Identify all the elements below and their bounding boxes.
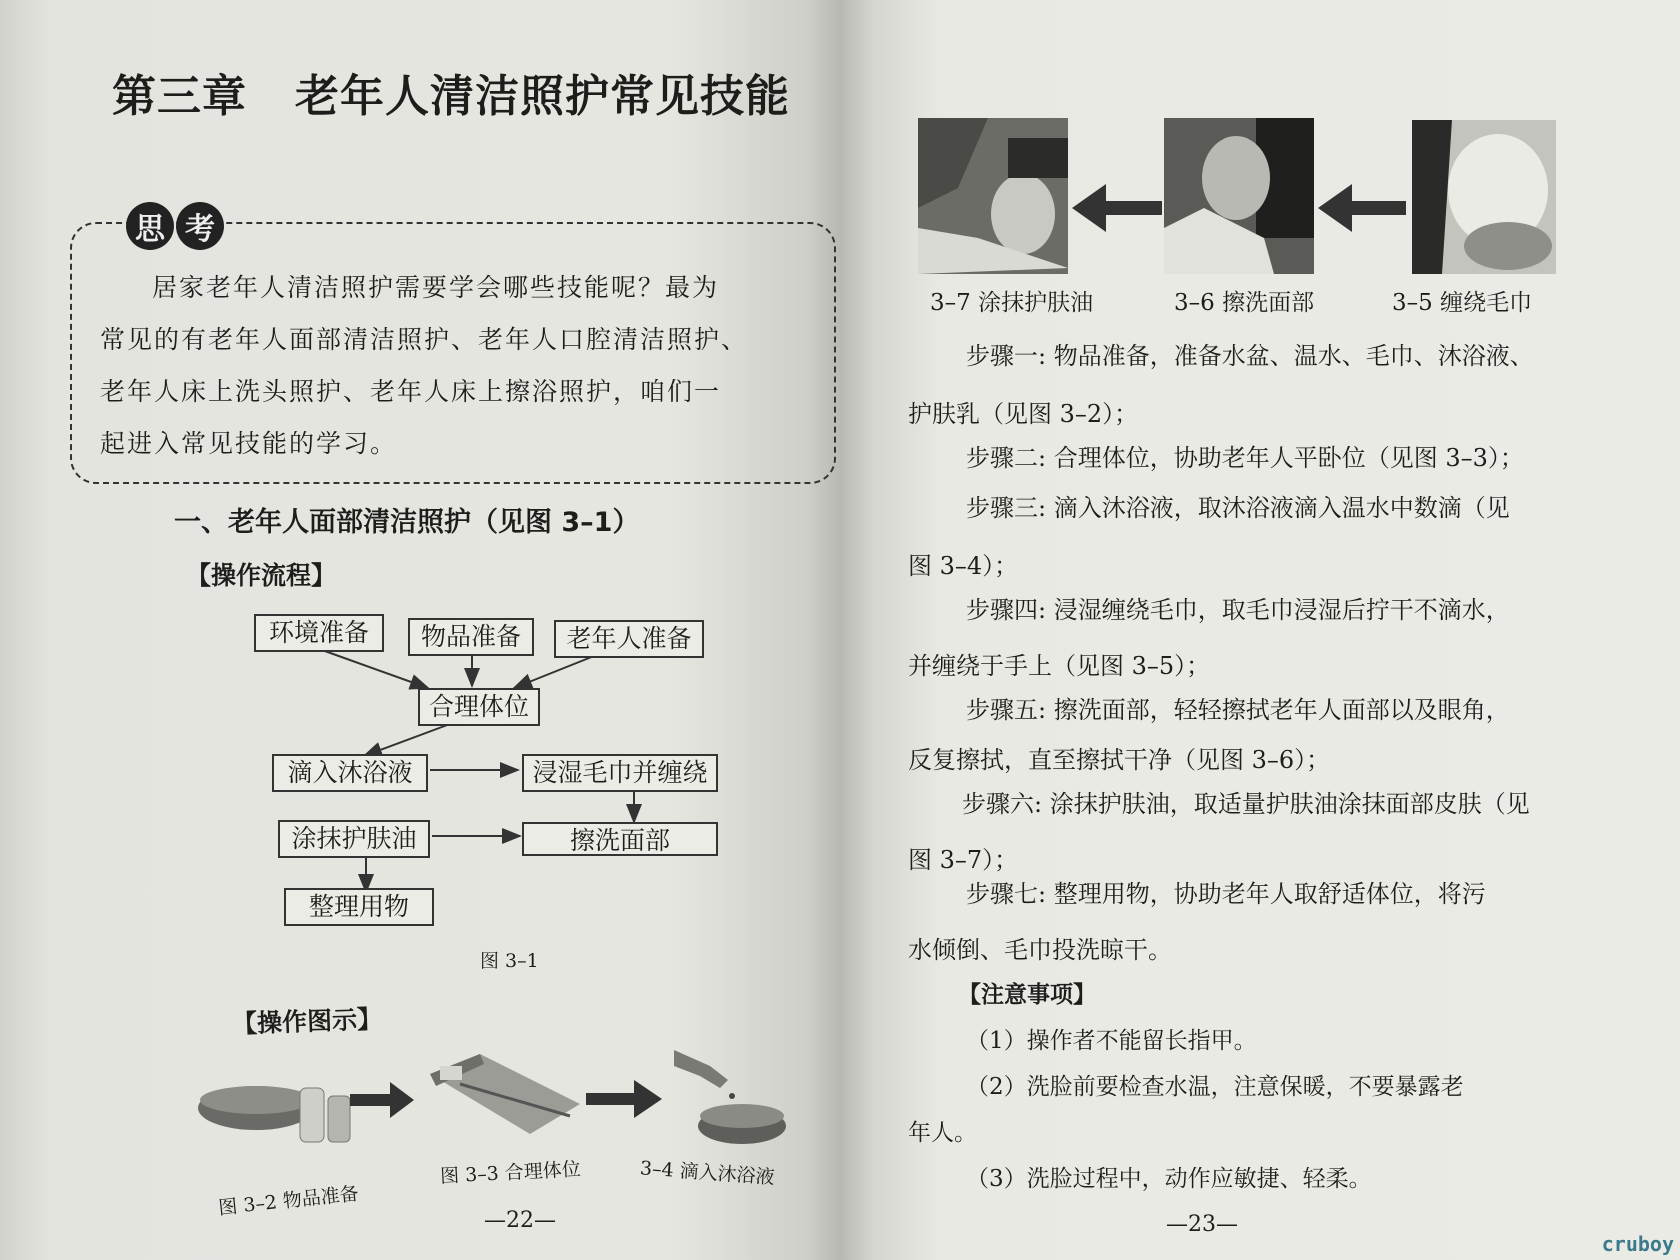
arrow-left-icon [1072, 182, 1162, 234]
page-number: —22— [484, 1208, 556, 1233]
step-1-cont: 护肤乳（见图 3–2）； [908, 400, 1139, 428]
flow-box-env: 环境准备 [254, 614, 384, 652]
think-text [100, 262, 822, 470]
think-line: 居家老年人清洁照护需要学会哪些技能呢？最为 [152, 273, 720, 302]
flow-label: 【操作流程】 [186, 561, 337, 590]
flow-box-elder: 老年人准备 [554, 620, 704, 658]
wash-face-photo [1164, 118, 1314, 274]
notes-label: 【注意事项】 [958, 982, 1096, 1008]
flow-box-tidy: 整理用物 [284, 888, 434, 926]
step-label: 步骤六: [962, 790, 1043, 818]
photo-caption: 3–5 缠绕毛巾 [1392, 290, 1533, 316]
step-label: 步骤一: [966, 342, 1047, 370]
arrow-right-icon [350, 1080, 414, 1120]
step-text: 合理体位，协助老年人平卧位（见图 3–3）； [1053, 444, 1524, 472]
step-4 [966, 592, 1626, 628]
think-badge-char: 思 [126, 202, 174, 250]
think-badge-char: 考 [176, 202, 224, 250]
section-title: 一、老年人面部清洁照护（见图 3–1） [174, 507, 640, 538]
note-2-cont: 年人。 [908, 1120, 977, 1146]
step-text: 浸湿缠绕毛巾，取毛巾浸湿后拧干不滴水， [1053, 596, 1510, 624]
flow-box-oil: 涂抹护肤油 [278, 820, 430, 858]
step-3 [966, 490, 1626, 526]
step-label: 步骤二: [966, 444, 1047, 472]
step-text: 涂抹护肤油，取适量护肤油涂抹面部皮肤（见 [1049, 790, 1530, 818]
photo-caption: 图 3–3 合理体位 [439, 1158, 582, 1188]
chapter-title-text: 老年人清洁照护常见技能 [295, 71, 790, 122]
step-label: 步骤七: [966, 880, 1047, 908]
basin-photo [196, 1060, 356, 1150]
flow-box-items: 物品准备 [408, 618, 534, 656]
illus-label: 【操作图示】 [231, 1004, 383, 1039]
note-3: （3）洗脸过程中，动作应敏捷、轻柔。 [966, 1166, 1372, 1192]
step-2 [966, 440, 1626, 476]
photo-caption: 图 3–2 物品准备 [217, 1182, 360, 1220]
think-line: 起进入常见技能的学习。 [100, 429, 398, 458]
step-5 [966, 692, 1626, 728]
note-2: （2）洗脸前要检查水温，注意保暖，不要暴露老 [966, 1074, 1464, 1100]
step-text: 擦洗面部，轻轻擦拭老年人面部以及眼角， [1053, 696, 1510, 724]
flow-box-drip: 滴入沐浴液 [272, 754, 428, 792]
page-number: —23— [1166, 1212, 1238, 1237]
step-text: 整理用物，协助老年人取舒适体位，将污 [1053, 880, 1486, 908]
step-3-cont: 图 3–4）； [908, 552, 1019, 580]
photo-caption: 3–4 滴入沐浴液 [639, 1157, 776, 1189]
chapter-title [112, 60, 790, 124]
wrap-towel-photo [1412, 120, 1556, 274]
photo-caption: 3–6 擦洗面部 [1174, 290, 1315, 316]
apply-oil-photo [918, 118, 1068, 274]
step-4-cont: 并缠绕于手上（见图 3–5）； [908, 652, 1211, 680]
step-1 [966, 338, 1626, 374]
chapter-number: 第三章 [112, 71, 247, 122]
step-text: 滴入沐浴液，取沐浴液滴入温水中数滴（见 [1053, 494, 1510, 522]
photo-caption: 3–7 涂抹护肤油 [930, 290, 1094, 316]
think-line: 老年人床上洗头照护、老年人床上擦浴照护，咱们一 [100, 377, 722, 406]
step-label: 步骤三: [966, 494, 1047, 522]
flow-caption: 图 3–1 [480, 950, 539, 972]
flow-box-position: 合理体位 [418, 688, 540, 726]
flow-box-towel: 浸湿毛巾并缠绕 [522, 754, 718, 792]
bed-position-photo [420, 1044, 590, 1144]
watermark: cruboy [1601, 1232, 1674, 1256]
step-7-cont: 水倾倒、毛巾投洗晾干。 [908, 936, 1172, 964]
drip-soap-photo [670, 1040, 790, 1150]
think-badge [126, 202, 224, 250]
step-label: 步骤四: [966, 596, 1047, 624]
arrow-right-icon [586, 1078, 662, 1120]
flow-box-wash: 擦洗面部 [522, 822, 718, 856]
step-6 [962, 786, 1622, 822]
step-label: 步骤五: [966, 696, 1047, 724]
step-7 [966, 876, 1626, 912]
step-text: 物品准备，准备水盆、温水、毛巾、沐浴液、 [1053, 342, 1534, 370]
arrow-left-icon [1318, 182, 1406, 234]
think-line: 常见的有老年人面部清洁照护、老年人口腔清洁照护、 [100, 325, 749, 354]
step-5-cont: 反复擦拭，直至擦拭干净（见图 3–6）； [908, 746, 1331, 774]
step-6-cont: 图 3–7）； [908, 846, 1019, 874]
note-1: （1）操作者不能留长指甲。 [966, 1028, 1257, 1054]
